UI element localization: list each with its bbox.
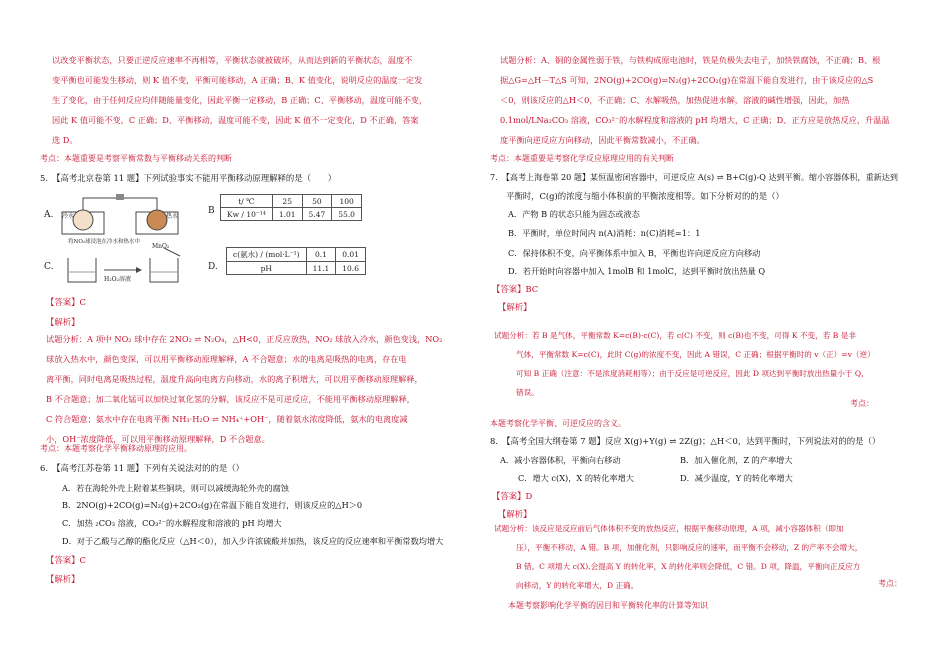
fig-c-mno2: MnO₂ <box>152 243 170 250</box>
fig-a-caption: 将NO₂球浸泡在冷水和热水中 <box>68 239 141 245</box>
analysis-q6 <box>500 50 908 150</box>
text-line: 0.1mol/LNa₂CO₃ 溶液，CO₃²⁻的水解程度和溶液的 pH 均增大，C 正确；D、正方应是放热反应，升温温 <box>500 115 890 125</box>
text-line: 试题分析：A 项中 NO₂ 球中存在 2NO₂ ⇌ N₂O₄，△H<0，正反应放热，NO₂ 球放入冷水，颜色变浅，NO₂ <box>46 334 443 344</box>
table-header: 0.01 <box>336 248 366 262</box>
kaodian-q4: 考点：本题重要是考察平衡常数与平衡移动关系的判断 <box>40 154 232 163</box>
fig-b-label: B <box>208 206 215 216</box>
text-line: 试题分析：该反应是反应前后气体体积不变的放热反应，根据平衡移动原理，A 项，减小容器体积（即加 <box>494 524 844 533</box>
question-5-head: 5. 【高考北京卷第 11 题】下列试验事实不能用平衡移动原理解释的是（ ） <box>40 173 337 183</box>
text-line: 试题分析：A、铜的金属性弱于铁，与铁构成原电池时，铁是负极失去电子，加快铁腐蚀，不正确；B、根 <box>500 55 881 65</box>
kaodian-q7: 本题考察化学平衡、可逆反应的含义。 <box>490 419 626 428</box>
table-cell: pH <box>227 262 307 275</box>
answer-5: 【答案】C <box>46 297 86 307</box>
question-8-option-d: D．减少温度，Y 的转化率增大 <box>680 473 793 483</box>
kaodian-q8: 本题考察影响化学平衡的因目和平衡转化率的计算等知识 <box>508 601 708 610</box>
question-6-option-a: A．若在海轮外壳上附着某些铜块，则可以减缓海轮外壳的腐蚀 <box>62 483 289 493</box>
question-7-option-c: C．保持体积不变，向平衡体系中加入 B，平衡也许向逆反应方向移动 <box>508 248 761 258</box>
text-line: B 错。C 项增大 c(X),会提高 Y 的转化率，X 的转化率则会降低，C 错。D 项，降温，平衡向正反应方 <box>516 562 861 571</box>
question-7-option-d: D．若开始时向容器中加入 1molB 和 1molC，达到平衡时放出热量 Q <box>508 266 766 276</box>
question-8-head: 8. 【高考全国大纲卷第 7 题】反应 X(g)+Y(g) ⇌ 2Z(g)；△H＜0，达到平衡时，下列说法对的的是（） <box>490 436 881 446</box>
text-line: 变平衡也可能发生移动，则 K 值不变，平衡可能移动，A 正确；B、K 值变化，说明反应的温度一定发 <box>52 75 423 85</box>
kaodian-q7-label: 考点： <box>850 399 874 408</box>
table-cell: 10.6 <box>336 262 366 275</box>
fig-a-label: A. <box>44 210 54 220</box>
question-8-option-a: A．减小容器体积，平衡向右移动 <box>500 455 621 465</box>
fig-d-label: D. <box>208 262 218 272</box>
text-line: 错误。 <box>516 388 539 397</box>
answer-6: 【答案】C <box>46 555 86 565</box>
jiexi-7: 【解析】 <box>498 302 532 312</box>
text-line: 可知 B 正确（注意：不是浓度消耗相等）；由于反应是可逆反应，因此 D 项达到平衡时放出热量小于 Q， <box>516 369 869 378</box>
text-line: ＜0，则该反应的△H＜0，不正确；C、水解吸热，加热促进水解，溶液的碱性增强，因此，加热 <box>500 95 850 105</box>
text-line: 球放入热水中，颜色变深，可以用平衡移动原理解释，A 不合题意；水的电离是吸热的电离，存在电 <box>46 354 407 364</box>
table-header: 25 <box>272 195 302 208</box>
question-6-head: 6. 【高考江苏卷第 11 题】下列有关说法对的的是（） <box>40 463 245 473</box>
text-line: 选 D。 <box>52 135 78 145</box>
text-line: 压），平衡不移动，A 错。B 项，加催化剂，只影响反应的速率，而平衡不会移动，Z 的产率不会增大， <box>516 543 863 552</box>
text-line: 生了变化，由于任何反应均伴随能量变化，因此平衡一定移动，B 正确；C、平衡移动，温度可能不变， <box>52 95 428 105</box>
fig-a-hot: 热水 <box>166 213 179 220</box>
analysis-q8 <box>494 519 898 595</box>
kaodian-q5: 考点：本题考察化学平衡移动原理的应用。 <box>40 444 192 453</box>
question-7-option-b: B．平衡时，单位时间内 n(A)消耗：n(C)消耗=1：1 <box>508 228 701 238</box>
table-cell: 55.0 <box>332 208 362 221</box>
fig-c-h2o2: H₂O₂溶液 <box>104 276 131 283</box>
jiexi-6: 【解析】 <box>46 574 80 584</box>
text-line: 因此 K 值可能不变，C 正确；D、平衡移动，温度可能不变，因此 K 值不一定变化，D 不正确，答案 <box>52 115 419 125</box>
kaodian-q6: 考点：本题重要是考察化学反应原理应用的有关判断 <box>490 154 674 163</box>
question-8-option-b: B．加入催化剂，Z 的产率增大 <box>680 455 793 465</box>
table-header: c(氨水) / (mol·L⁻¹) <box>227 248 307 262</box>
text-line: 试题分析：若 B 是气体，平衡常数 K=c(B)·c(C)，若 c(C) 不变，则 c(B)也不变，可得 K 不变，若 B 是非 <box>494 331 856 340</box>
question-7-head-2: 平衡时，C(g)的浓度与缩小体积前的平衡浓度相等。如下分析对的的是（） <box>506 191 784 201</box>
table-d-ammonia <box>226 247 366 275</box>
analysis-q4-continued <box>52 50 457 150</box>
question-7-head: 7. 【高考上海卷第 20 题】某恒温密闭容器中，可逆反应 A(s) ⇌ B+C(g)-Q 达到平衡。缩小容器体积，重新达到 <box>490 172 898 182</box>
table-header: 0.1 <box>306 248 336 262</box>
text-line: 气体，平衡常数 K=c(C)，此时 C(g)的浓度不变，因此 A 错误，C 正确；根据平衡时的 v（正）=v（逆） <box>516 350 875 359</box>
table-header: 50 <box>302 195 332 208</box>
question-8-option-c: C．增大 c(X)，X 的转化率增大 <box>518 473 634 483</box>
text-line: B 不合题意；加二氧化锰可以加快过氧化氢的分解，该反应不是可逆反应，不能用平衡移动原理解释， <box>46 394 415 404</box>
text-line: 以改变平衡状态，只要正逆反应速率不再相等，平衡状态就被破坏，从而达到新的平衡状态，温度不 <box>52 55 413 65</box>
analysis-q7-lines <box>494 326 894 402</box>
analysis-q5 <box>46 329 458 449</box>
table-header: t/ ℃ <box>221 195 273 208</box>
text-line: 度平衡向逆反应方向移动，因此平衡常数减小，不正确。 <box>500 135 705 145</box>
table-cell: 11.1 <box>306 262 336 275</box>
question-6-option-b: B．2NO(g)+2CO(g)=N₂(g)+2CO₂(g)在常温下能自发进行，则该反应的△H＞0 <box>62 500 363 510</box>
answer-8: 【答案】D <box>492 491 533 501</box>
question-6-option-c: C．加热 ₂CO₃ 溶液，CO₃²⁻的水解程度和溶液的 pH 均增大 <box>62 518 282 528</box>
table-cell: Kw / 10⁻¹⁴ <box>221 208 273 221</box>
table-cell: 5.47 <box>302 208 332 221</box>
table-header: 100 <box>332 195 362 208</box>
fig-a-cold: 冷水 <box>62 213 75 220</box>
kaodian-q8-label: 考点： <box>878 579 902 588</box>
text-line: 据△G=△H－T△S 可知，2NO(g)+2CO(g)=N₂(g)+2CO₂(g)在常温下能自发进行，由于该反应的△S <box>500 75 874 85</box>
jiexi-8: 【解析】 <box>498 509 532 519</box>
text-line: 离平衡，同时电离是吸热过程，温度升高向电离方向移动，水的离子积增大，可以用平衡移动原理解释， <box>46 374 423 384</box>
table-b-kw <box>220 194 362 221</box>
table-cell: 1.01 <box>272 208 302 221</box>
text-line: 小，OH⁻浓度降低，可以用平衡移动原理解释，D 不合题意。 <box>46 434 270 444</box>
question-6-option-d: D．对于乙酸与乙醇的酯化反应（△H＜0），加入少许浓硫酸并加热，该反应的反应速率和平衡常数均增大 <box>62 536 444 546</box>
jiexi-5: 【解析】 <box>46 317 80 327</box>
text-line: C 符合题意；氨水中存在电离平衡 NH₃·H₂O ⇌ NH₄⁺+OH⁻，随着氨水浓度降低，氨水的电离度减 <box>46 414 408 424</box>
fig-c-label: C. <box>44 262 54 272</box>
question-7-option-a: A．产物 B 的状态只能为固态或液态 <box>508 209 640 219</box>
answer-7: 【答案】BC <box>492 284 539 294</box>
text-line: 向移动，Y 的转化率增大，D 正确。 <box>516 581 639 590</box>
